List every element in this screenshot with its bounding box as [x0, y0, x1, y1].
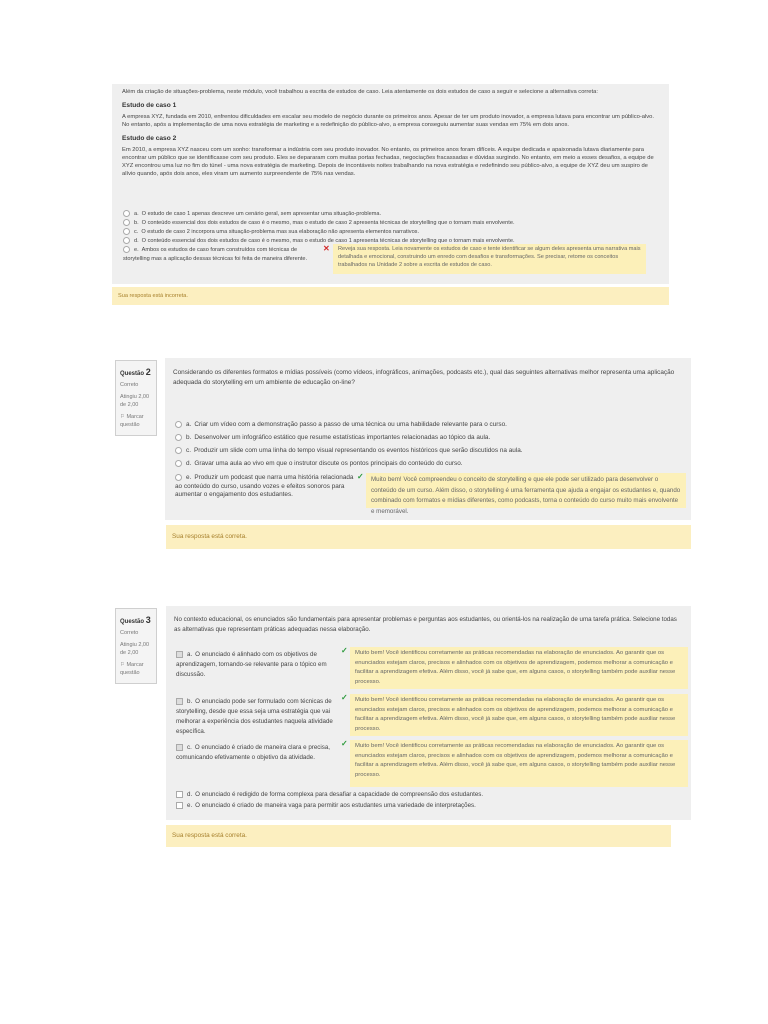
- option-text: O enunciado é alinhado com os objetivos de aprendizagem, tornando-se relevante para o tópico em discussão.: [176, 651, 327, 678]
- case-2-text: Em 2010, a empresa XYZ nasceu com um sonho: transformar a indústria com seu produto inovador. No entanto, os primeiros anos foram difíceis. A equipe dedicada e apaixonada lutava diariamente para encontrar um público que se identificasse com seu produto. Eles se depararam com muitas portas fechadas, negociações fracassadas e dúvidas surgindo. No entanto, em meio a esses desafios, a equipe de XYZ encontrou uma luz no fim do túnel - uma nova estratégia de marketing. Depois de incontáveis noites trabalhando na nova estratégia e redefinindo seu público-alvo, a equipe de XYZ deu um suspiro de alívio quando, após dois anos, eles viram um aumento surpreendente de 75% nas vendas.: [122, 147, 654, 177]
- option-letter: c.: [187, 744, 192, 751]
- q1-option-e[interactable]: [123, 246, 315, 263]
- correct-icon: ✓: [341, 739, 348, 748]
- q2-option-c[interactable]: [175, 447, 655, 456]
- option-text: O estudo de caso 1 apenas descreve um cenário geral, sem apresentar uma situação-problema.: [141, 211, 382, 217]
- flag-label: Marcar questão: [120, 414, 144, 428]
- incorrect-icon: ✕: [323, 244, 330, 253]
- q2-option-d[interactable]: [175, 460, 655, 469]
- q2-option-a[interactable]: [175, 421, 655, 430]
- option-text: Criar um vídeo com a demonstração passo a passo de uma técnica ou uma habilidade relevante para o curso.: [194, 421, 507, 429]
- option-letter: e.: [186, 474, 192, 482]
- radio-icon[interactable]: [175, 434, 182, 441]
- option-letter: d.: [186, 460, 192, 468]
- option-letter: a.: [186, 421, 192, 429]
- option-text: Produzir um slide com uma linha do tempo visual representando os eventos históricos que serão discutidos na aula.: [193, 447, 523, 455]
- option-text: Desenvolver um infográfico estático que resume estatísticas importantes relacionadas ao tópico da aula.: [194, 434, 491, 442]
- radio-icon[interactable]: [123, 210, 130, 217]
- correct-icon: ✓: [341, 693, 348, 702]
- question-number: 2: [145, 367, 151, 377]
- q3-option-e[interactable]: [176, 802, 656, 811]
- checkbox-icon[interactable]: [176, 791, 183, 798]
- q2-option-b[interactable]: [175, 434, 655, 443]
- q3-feedback-a: Muito bem! Você identificou corretamente as práticas recomendadas na elaboração de enunciados. Ao garantir que os enunciados estejam claros, precisos e alinhados com os objetivos de aprendizagem, podemos melhorar a comunicação e facilitar a aprendizagem efetiva. Além disso, você já sabe que, em alguns casos, o storytelling também pode auxiliar nesse processo.: [350, 647, 688, 689]
- q3-feedback-b: Muito bem! Você identificou corretamente as práticas recomendadas na elaboração de enunciados. Ao garantir que os enunciados estejam claros, precisos e alinhados com os objetivos de aprendizagem, podemos melhorar a comunicação e facilitar a aprendizagem efetiva. Além disso, você já sabe que, em alguns casos, o storytelling também pode auxiliar nesse processo.: [350, 694, 688, 736]
- q3-option-c[interactable]: [176, 743, 336, 763]
- option-letter: d.: [134, 238, 139, 244]
- q2-outcome: Sua resposta está correta.: [166, 525, 691, 549]
- correct-icon: ✓: [341, 646, 348, 655]
- option-letter: e.: [134, 247, 139, 253]
- question-1-intro: Além da criação de situações-problema, neste módulo, você trabalhou a escrita de estudos de caso. Leia atentamente os dois estudos de caso a seguir e selecione a alternativa correta:: [122, 89, 598, 95]
- q3-feedback-c: Muito bem! Você identificou corretamente as práticas recomendadas na elaboração de enunciados. Ao garantir que os enunciados estejam claros, precisos e alinhados com os objetivos de aprendizagem, podemos melhorar a comunicação e facilitar a aprendizagem efetiva. Além disso, você já sabe que, em alguns casos, o storytelling também pode auxiliar nesse processo.: [350, 740, 688, 787]
- radio-icon[interactable]: [123, 246, 130, 253]
- checkbox-icon[interactable]: [176, 651, 183, 658]
- radio-icon[interactable]: [123, 219, 130, 226]
- option-letter: e.: [187, 802, 193, 810]
- radio-icon[interactable]: [175, 421, 182, 428]
- question-status: Correto: [120, 630, 139, 636]
- option-text: Ambos os estudos de caso foram construídos com técnicas de storytelling mas a aplicação dessas técnicas foi feita de maneira diferente.: [123, 247, 308, 262]
- q3-option-a[interactable]: [176, 650, 336, 680]
- flag-icon: ⚐: [120, 662, 125, 668]
- checkbox-icon[interactable]: [176, 698, 183, 705]
- question-grade: Atingiu 2,00 de 2,00: [120, 394, 150, 408]
- radio-icon[interactable]: [175, 474, 182, 481]
- option-letter: a.: [134, 211, 139, 217]
- question-3-text: No contexto educacional, os enunciados são fundamentais para apresentar problemas e perguntas aos estudantes, ou orientá-los na realização de uma tarefa prática. Selecione todas as alternativas que representam práticas adequadas nessa elaboração.: [174, 616, 677, 633]
- option-text: O enunciado pode ser formulado com técnicas de storytelling, desde que essa seja uma estratégia que vai melhorar a experiência dos estudantes naquela atividade específica.: [176, 698, 333, 735]
- q1-feedback-e: Reveja sua resposta. Leia novamente os estudos de caso e tente identificar se algum deles apresenta uma narrativa mais detalhada e emocional, construindo um enredo com desafios e transformações. Se precisar, retome os conceitos trabalhados na Unidade 2 sobre a escrita de estudos de caso.: [333, 244, 646, 274]
- q3-outcome: Sua resposta está correta.: [166, 825, 671, 847]
- option-letter: b.: [186, 434, 192, 442]
- case-1-title: Estudo de caso 1: [122, 102, 177, 109]
- option-text: O conteúdo essencial dos dois estudos de caso é o mesmo, mas o estudo de caso 2 apresenta técnicas de storytelling que o tornam mais envolvente.: [141, 220, 515, 226]
- option-text: O enunciado é redigido de forma complexa para desafiar a capacidade de compreensão dos estudantes.: [195, 791, 484, 799]
- radio-icon[interactable]: [175, 447, 182, 454]
- question-status: Correto: [120, 382, 139, 388]
- checkbox-icon[interactable]: [176, 744, 183, 751]
- question-grade: Atingiu 2,00 de 2,00: [120, 642, 150, 656]
- option-letter: c.: [186, 447, 191, 455]
- q3-option-d[interactable]: [176, 791, 656, 800]
- checkbox-icon[interactable]: [176, 802, 183, 809]
- option-letter: b.: [187, 698, 193, 705]
- flag-label: Marcar questão: [120, 662, 144, 676]
- question-2-info: [115, 360, 157, 436]
- option-letter: a.: [187, 651, 193, 658]
- option-text: O enunciado é criado de maneira clara e precisa, comunicando efetivamente o objetivo da atividade.: [176, 744, 330, 761]
- option-text: O estudo de caso 2 incorpora uma situação-problema mas sua elaboração não apresenta elementos narrativos.: [141, 229, 420, 235]
- case-2-title: Estudo de caso 2: [122, 135, 177, 142]
- option-letter: b.: [134, 220, 139, 226]
- question-label: Questão: [120, 371, 145, 377]
- option-text: Gravar uma aula ao vivo em que o instrutor discute os pontos principais do conteúdo do curso.: [194, 460, 463, 468]
- q3-option-b[interactable]: [176, 697, 336, 737]
- flag-icon: ⚐: [120, 414, 125, 420]
- radio-icon[interactable]: [123, 228, 130, 235]
- case-1-text: A empresa XYZ, fundada em 2010, enfrentou dificuldades em escalar seu modelo de negócio durante os primeiros anos. Apesar de ter um produto inovador, a empresa lutava para encontrar um público-alvo. No entanto, após a implementação de uma nova estratégia de marketing e a redefinição do público-alvo, a empresa conseguiu aumentar suas vendas em 75% em dois anos.: [122, 114, 655, 128]
- q1-option-b[interactable]: [123, 219, 643, 228]
- radio-icon[interactable]: [175, 460, 182, 467]
- flag-question-link[interactable]: [120, 413, 152, 429]
- q1-option-c[interactable]: [123, 228, 643, 237]
- q2-feedback-e: Muito bem! Você compreendeu o conceito de storytelling e que ele pode ser utilizado para desenvolver o conteúdo de um curso. Além disso, o storytelling é uma ferramenta que ajuda a engajar os estudantes e, quando combinado com formatos e mídias diferentes, como podcasts, torna o conteúdo do curso muito mais envolvente e memorável.: [366, 473, 686, 508]
- q1-option-a[interactable]: [123, 210, 643, 219]
- option-letter: d.: [187, 791, 193, 799]
- option-text: O enunciado é criado de maneira vaga para permitir aos estudantes uma variedade de interpretações.: [195, 802, 476, 810]
- option-letter: c.: [134, 229, 139, 235]
- flag-question-link[interactable]: [120, 661, 152, 677]
- correct-icon: ✓: [357, 472, 364, 481]
- question-2-text: Considerando os diferentes formatos e mídias possíveis (como vídeos, infográficos, animações, podcasts etc.), qual das seguintes alternativas melhor representa uma aplicação adequada do storytelling em um ambiente de educação on-line?: [173, 369, 675, 386]
- q1-outcome: Sua resposta está incorreta.: [112, 287, 669, 305]
- question-number: 3: [145, 615, 151, 625]
- question-3-info: [115, 608, 157, 684]
- option-text: O conteúdo essencial dos dois estudos de caso é o mesmo, mas o estudo de caso 1 apresenta técnicas de storytelling que o tornam mais envolvente.: [141, 238, 515, 244]
- q2-option-e[interactable]: [175, 474, 355, 500]
- question-label: Questão: [120, 619, 145, 625]
- radio-icon[interactable]: [123, 237, 130, 244]
- option-text: Produzir um podcast que narra uma história relacionada ao conteúdo do curso, usando vozes e efeitos sonoros para aumentar o engajamento dos estudantes.: [175, 474, 354, 499]
